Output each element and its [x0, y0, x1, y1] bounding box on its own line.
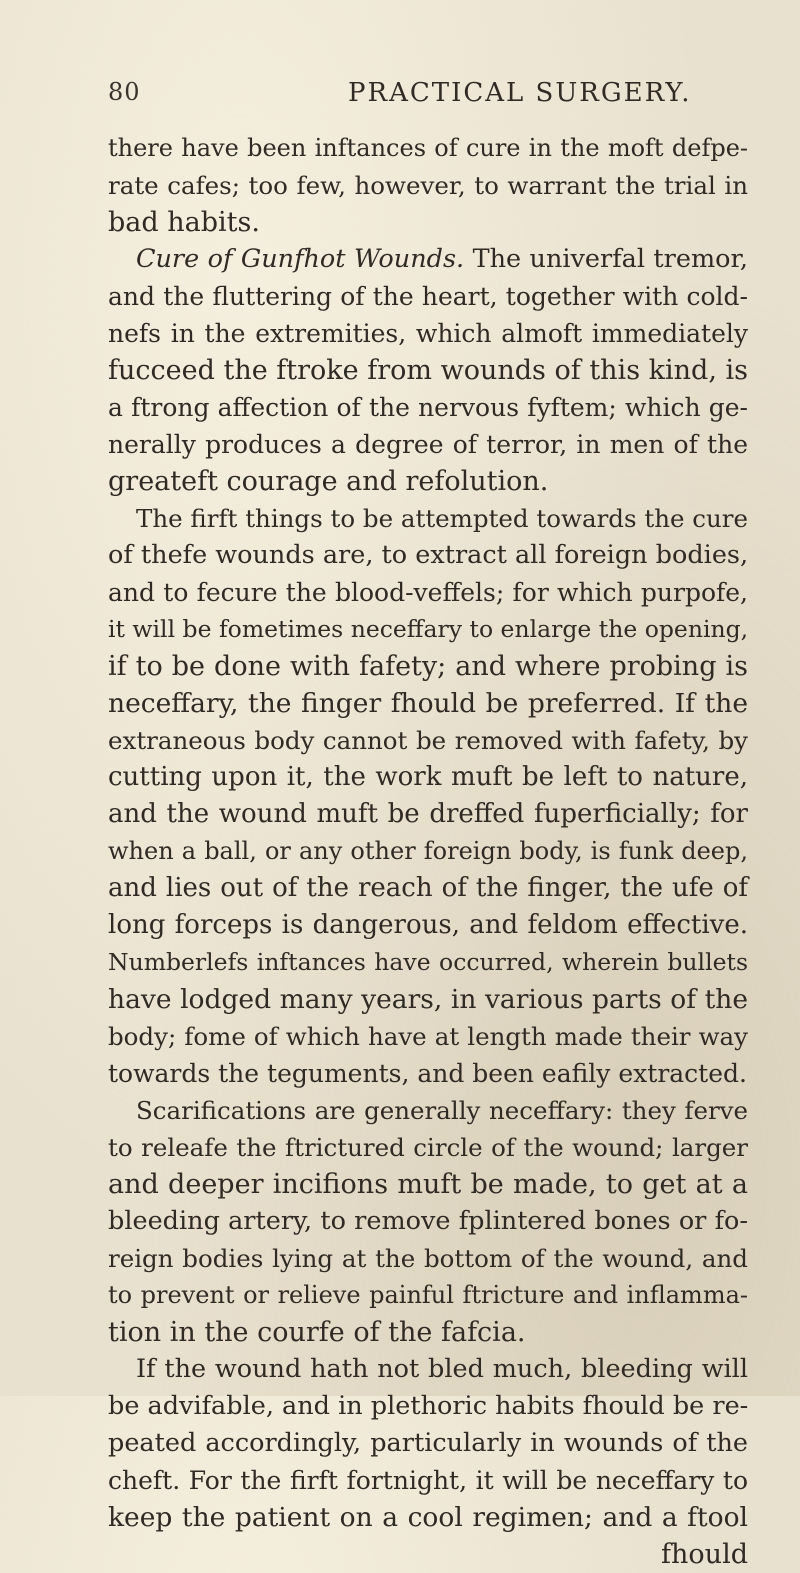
text-line: of thefe wounds are, to extract all foreign bodies, — [108, 540, 749, 570]
text-line: neceffary, the finger fhould be preferred. If the — [108, 688, 748, 719]
page-number: 80 — [108, 78, 141, 106]
text-line: Scarifications are generally neceffary: they ferve — [136, 1096, 748, 1125]
text-line: towards the teguments, and been eafily extracted. — [108, 1059, 747, 1088]
text-line: cutting upon it, the work muft be left to nature, — [108, 762, 748, 792]
text-line: reign bodies lying at the bottom of the wound, and — [108, 1244, 748, 1273]
text-line: there have been inftances of cure in the moft defpe- — [108, 134, 748, 162]
text-line: bleeding artery, to remove fplintered bones or fo- — [108, 1206, 748, 1236]
text-line: body; fome of which have at length made their way — [108, 1022, 748, 1051]
text-line: The firft things to be attempted towards the cure — [136, 504, 748, 533]
section-heading-continuation: The univerfal tremor, — [464, 244, 748, 274]
text-line: tion in the courfe of the fafcia. — [108, 1317, 526, 1348]
text-line: and deeper incifions muft be made, to get at a — [108, 1169, 748, 1200]
text-line: and the fluttering of the heart, together with cold- — [108, 282, 748, 311]
text-line: and to fecure the blood-veffels; for which purpofe, — [108, 578, 748, 607]
text-line: and the wound muft be dreffed fuperficially; for — [108, 799, 748, 829]
text-line: a ftrong affection of the nervous fyftem; which ge- — [108, 393, 748, 422]
text-line: bad habits. — [108, 207, 260, 238]
running-head — [108, 78, 748, 118]
text-line: If the wound hath not bled much, bleeding will — [136, 1354, 748, 1384]
body-text — [108, 130, 748, 1573]
text-line: if to be done with fafety; and where probing is — [108, 651, 748, 682]
text-line: greateft courage and refolution. — [108, 466, 549, 497]
running-title: PRACTICAL SURGERY. — [348, 78, 692, 108]
text-line: peated accordingly, particularly in wounds of the — [108, 1428, 748, 1458]
section-heading-line — [108, 241, 748, 278]
text-line: Numberlefs inftances have occurred, wherein bullets — [108, 948, 748, 976]
text-line: it will be fometimes neceffary to enlarge the opening, — [108, 615, 749, 643]
text-line: nerally produces a degree of terror, in men of the — [108, 430, 748, 459]
text-line: keep the patient on a cool regimen; and a ftool — [108, 1502, 748, 1533]
text-line: and lies out of the reach of the finger, the ufe of — [108, 873, 748, 903]
text-line: to prevent or relieve painful ftricture and inflamma- — [108, 1281, 748, 1309]
catchword: fhould — [661, 1539, 748, 1570]
text-line: rate cafes; too few, however, to warrant the trial in — [108, 171, 748, 200]
text-line: cheft. For the firft fortnight, it will be neceffary to — [108, 1466, 748, 1495]
text-line: when a ball, or any other foreign body, is funk deep, — [108, 837, 748, 865]
text-line: have lodged many years, in various parts of the — [108, 984, 748, 1015]
text-line: extraneous body cannot be removed with fafety, by — [108, 726, 748, 755]
text-line: nefs in the extremities, which almoft immediately — [108, 319, 748, 348]
text-line: to releafe the ftrictured circle of the wound; larger — [108, 1133, 748, 1162]
text-line: fucceed the ftroke from wounds of this kind, is — [108, 355, 748, 386]
text-line: long forceps is dangerous, and feldom effective. — [108, 910, 748, 940]
section-heading: Cure of Gunfhot Wounds. — [136, 244, 465, 274]
text-line: be advifable, and in plethoric habits fhould be re- — [108, 1391, 749, 1421]
